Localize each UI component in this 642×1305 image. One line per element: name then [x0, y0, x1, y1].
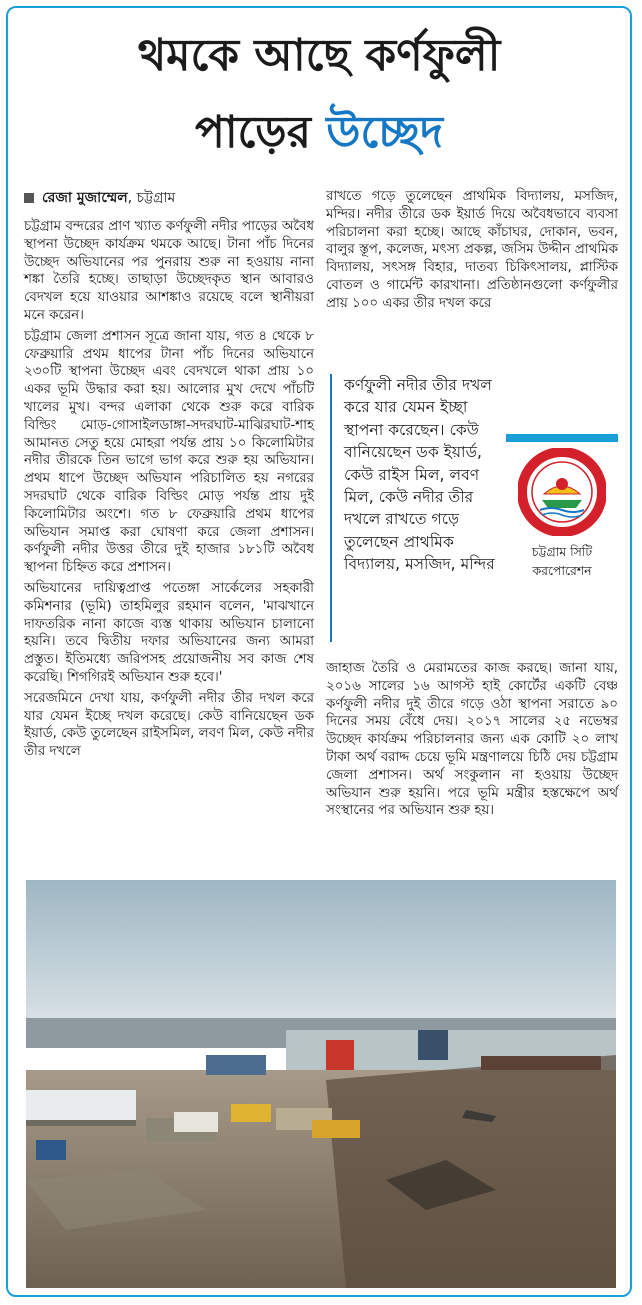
news-page	[6, 6, 632, 1297]
city-corporation-logo-block	[506, 434, 618, 582]
logo-caption-line-2: করপোরেশন	[532, 563, 592, 578]
riverbank-eviction-photo-image	[26, 880, 616, 1288]
city-corporation-logo-icon	[518, 448, 606, 536]
byline-author: রেজা মুজাম্মেল	[42, 190, 128, 206]
bullet-square-icon	[24, 193, 34, 203]
article-column-right-top	[326, 188, 618, 316]
logo-caption-line-1: চট্টগ্রাম সিটি	[531, 544, 593, 559]
headline-line-2	[8, 100, 630, 166]
article-paragraph: সরেজমিনে দেখা যায়, কর্ণফুলী নদীর তীর দখল করে যার যেমন ইচ্ছে দখল করেছে। কেউ বানিয়েছেন ডক ইয়ার্ড, কেউ তুলেছেন রাইসমিল, লবণ মিল, কেউ নদীর তীর দখলে	[24, 690, 314, 760]
logo-caption	[506, 542, 618, 580]
byline	[24, 188, 314, 208]
article-paragraph: চট্টগ্রাম জেলা প্রশাসন সূত্রে জানা যায়, গত ৪ থেকে ৮ ফেব্রুয়ারি প্রথম ধাপের টানা পাঁচ দিনের অভিযানে ২৩০টি স্থাপনা উচ্ছেদ এবং বেদখলে থাকা প্রায় ১০ একর ভূমি উদ্ধার করা হয়। আলোর মুখ দেখে পাঁচটি খালের মুখ। বন্দর এলাকা থেকে শুরু করে বারিক বিল্ডিং মোড়-গোসাইলডাঙ্গা-সদরঘাট-মাঝিরঘাট-শাহ আমানত সেতু হয়ে মোহরা পর্যন্ত প্রায় ১০ কিলোমিটার নদীর তীরকে তিন ভাগে ভাগ করে শুরু হয় অভিযান। প্রথম ধাপে উচ্ছেদ অভিযান পরিচালিত হয় নগরের সদরঘাট থেকে বারিক বিল্ডিং মোড় পর্যন্ত প্রায় দুই কিলোমিটার অংশে। গত ৮ ফেব্রুয়ারি প্রথম ধাপের অভিযান সমাপ্ত করা ঘোষণা করে জেলা প্রশাসন। কর্ণফুলী নদীর উত্তর তীরে দুই হাজার ১৮১টি অবৈধ স্থাপনা চিহ্নিত করে প্রশাসন।	[24, 328, 314, 576]
article-paragraph: চট্টগ্রাম বন্দরের প্রাণ খ্যাত কর্ণফুলী নদীর পাড়ের অবৈধ স্থাপনা উচ্ছেদ কার্যক্রম থমকে আছে। টানা পাঁচ দিনের উচ্ছেদ অভিযানের পর পুনরায় শুরু না হওয়ায় নানা শঙ্কা তৈরি হচ্ছে। তাছাড়া উচ্ছেদকৃত স্থান আবারও বেদখল হয়ে যাওয়ার আশঙ্কাও রয়েছে বলে স্থানীয়রা মনে করেন।	[24, 219, 314, 323]
headline-line-2-highlight: উচ্ছেদ	[326, 107, 443, 158]
headline-line-1: থমকে আছে কর্ণফুলী	[137, 30, 501, 81]
pull-quote: কর্ণফুলী নদীর তীর দখল করে যার যেমন ইচ্ছা স্থাপনা করেছেন। কেউ বানিয়েছেন ডক ইয়ার্ড, কেউ রাইস মিল, লবণ মিল, কেউ নদীর তীর দখলে রাখতে গড়ে তুলেছেন প্রাথমিক বিদ্যালয়, মসজিদ, মন্দির	[330, 374, 498, 642]
article-column-left	[24, 188, 314, 764]
logo-accent-bar	[506, 434, 618, 442]
riverbank-photo	[26, 880, 616, 1288]
article-column-right-bottom	[326, 660, 618, 823]
byline-location: , চট্টগ্রাম	[127, 190, 176, 206]
headline-line-2-part-1: পাড়ের	[195, 107, 311, 158]
article-paragraph: রাখতে গড়ে তুলেছেন প্রাথমিক বিদ্যালয়, মসজিদ, মন্দির। নদীর তীরে ডক ইয়ার্ড দিয়ে অবৈধভাবে ব্যবসা পরিচালনা করা হচ্ছে। আছে কাঁচাঘর, দোকান, ভবন, বালুর স্তূপ, কলেজ, মৎস্য প্রকল্প, জসিম উদ্দীন প্রাথমিক বিদ্যালয়, সৎসঙ্গ বিহার, দাতব্য চিকিৎসালয়, প্লাস্টিক বোতল ও গার্মেন্ট কারখানা। প্রতিষ্ঠানগুলো কর্ণফুলীর প্রায় ১০০ একর তীর দখল করে	[326, 189, 618, 311]
article-paragraph: জাহাজ তৈরি ও মেরামতের কাজ করছে। জানা যায়, ২০১৬ সালের ১৬ আগস্ট হাই কোর্টের একটি বেঞ্চ কর্ণফুলী নদীর দুই তীরে গড়ে ওঠা স্থাপনা সরাতে ৯০ দিনের সময় বেঁধে দেয়। ২০১৭ সালের ২৫ নভেম্বর উচ্ছেদ কার্যক্রম পরিচালনার জন্য এক কোটি ২০ লাখ টাকা অর্থ বরাদ্দ চেয়ে ভূমি মন্ত্রণালয়ে চিঠি দেয় চট্টগ্রাম জেলা প্রশাসন। অর্থ সংকুলান না হওয়ায় উচ্ছেদ অভিযান শুরু হয়নি। পরে ভূমি মন্ত্রীর হস্তক্ষেপে অর্থ সংস্থানের পর অভিযান শুরু হয়।	[326, 661, 618, 819]
article-paragraph: অভিযানের দায়িত্বপ্রাপ্ত পতেঙ্গা সার্কেলের সহকারী কমিশনার (ভূমি) তাহমিলুর রহমান বলেন, 'মাঝখানে দাফতরিক নানা কাজে ব্যস্ত থাকায় অভিযান চালানো হয়নি। তবে দ্বিতীয় দফার অভিযানের জন্য আমরা প্রস্তুত। ইতিমধ্যে জরিপসহ প্রয়োজনীয় সব কাজ শেষ করেছি। শিগগিরই অভিযান শুরু হবে।'	[24, 580, 314, 685]
